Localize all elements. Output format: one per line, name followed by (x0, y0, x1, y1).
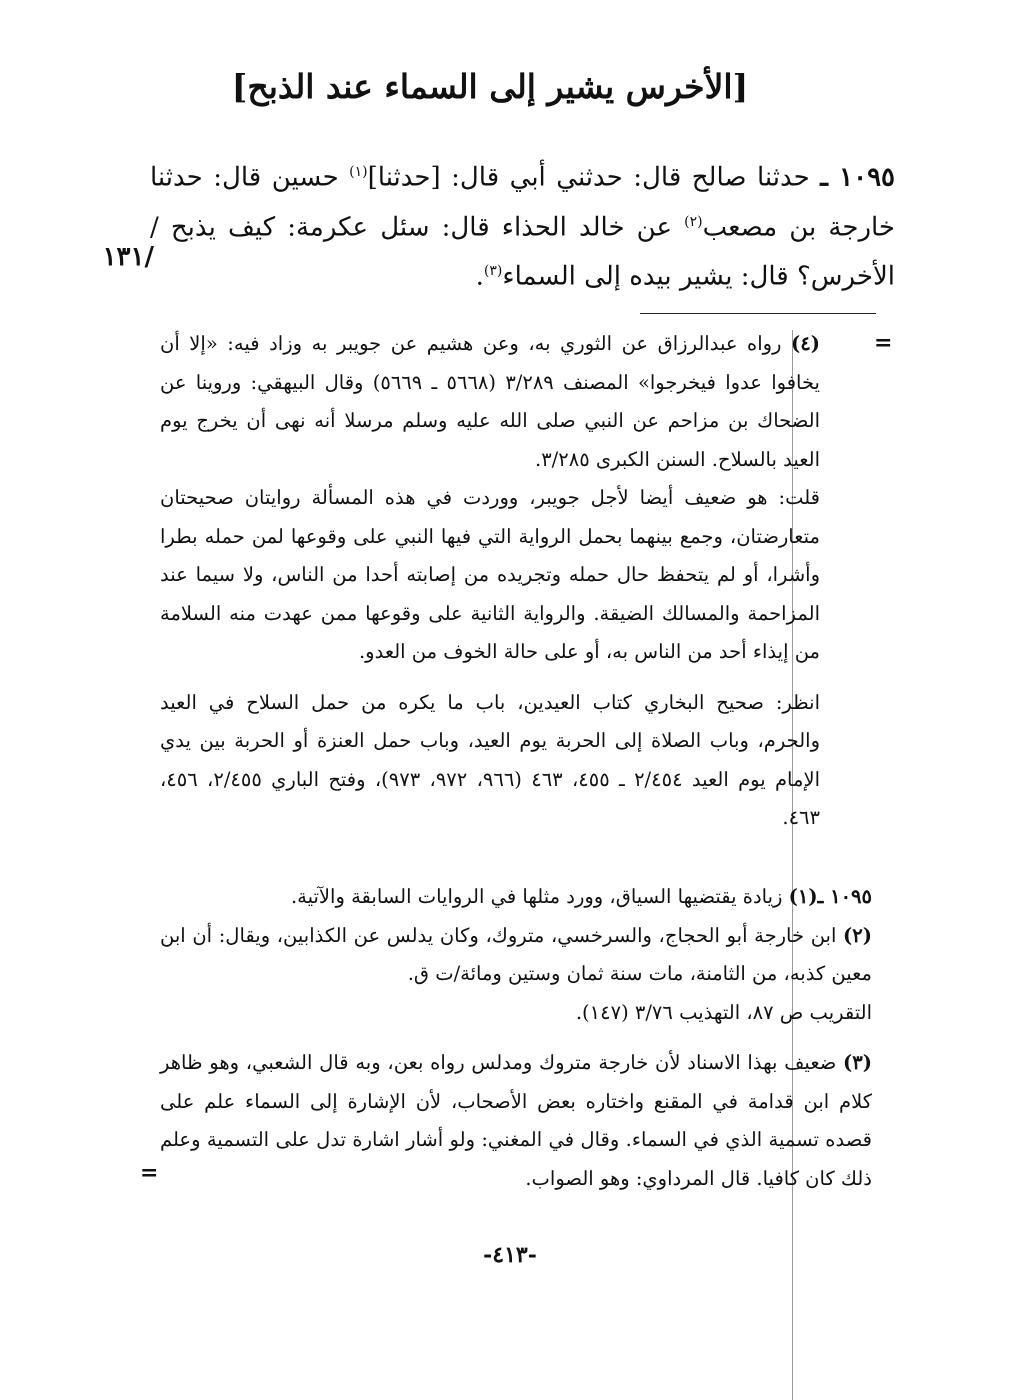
footnote-3-label: (٣) (843, 1051, 872, 1074)
continuation-mark-top: = (874, 330, 893, 356)
footnote-qultu: قلت: هو ضعيف أيضا لأجل جويبر، ووردت في هذه المسألة روايتان صحيحتان متعارضتان، وجمع بينهما بحمل الرواية التي فيها النبي على وقوعها لمن حمله بطرا وأشرا، أو لم يتحفظ حال حمله وتجريده من إصابته أحدا من الناس، ولا سيما عند المزاحمة والمسالك الضيقة. والرواية الثانية على وقوعها ممن عهدت منه السلامة من إيذاء أحد من الناس به، أو على حالة الخوف من العدو. (160, 486, 820, 663)
footnote-1-text: زيادة يقتضيها السياق، وورد مثلها في الروايات السابقة والآتية. (290, 885, 783, 908)
hadith-text-part3: عن خالد الحذاء قال: سئل عكرمة: كيف يذبح / الأخرس؟ قال: يشير بيده إلى السماء (150, 212, 895, 292)
footnote-2-text: ابن خارجة أبو الحجاج، والسرخسي، متروك، وكان يدلس عن الكذابين، ويقال: أن ابن معين كذبه، من الثامنة، مات سنة ثمان وستين ومائة/ت ق. (160, 923, 872, 985)
footnote-1 (160, 878, 872, 917)
manuscript-folio-marker: /١٣١ (102, 242, 154, 272)
hadith-text-part1: حدثنا صالح قال: حدثني أبي قال: [حدثنا] (367, 162, 810, 193)
footnote-3 (160, 1044, 872, 1198)
hadith-text (150, 150, 895, 299)
section-title: [الأخرس يشير إلى السماء عند الذبح] (231, 67, 749, 106)
hadith-text-end: . (475, 261, 484, 292)
footnote-2-reference: التقريب ص ٨٧، التهذيب ٣/٧٦ (١٤٧). (575, 1000, 872, 1024)
footnote-2 (160, 917, 872, 994)
footnote-ref-2: (٢) (684, 213, 703, 230)
footnote-2-label: (٢) (843, 923, 872, 947)
footnote-ref-3: (٣) (483, 263, 503, 280)
footnote-4 (160, 325, 820, 479)
footnotes-current (160, 878, 872, 1198)
hadith-text-part2: حسين قال: حدثنا خارجة بن مصعب (150, 162, 895, 243)
footnote-unzur: انظر: صحيح البخاري كتاب العيدين، باب ما يكره من حمل السلاح في العيد والحرم، وباب الصلاة إلى الحربة يوم العيد، وباب حمل العنزة أو الحربة بين يدي الإمام يوم العيد ٢/٤٥٤ ـ ٤٥٥، ٤٦٣ (٩٦٦، ٩٧٢، ٩٧٣)، وفتح الباري ٢/٤٥٥، ٤٥٦، ٤٦٣. (160, 690, 820, 829)
footnote-4-text: رواه عبدالرزاق عن الثوري به، وعن هشيم عن جويبر به وزاد فيه: «إلا أن يخافوا عدوا فيخرجوا» المصنف ٣/٢٨٩ (٥٦٦٨ ـ ٥٦٦٩) وقال البيهقي: وروينا عن الضحاك بن مزاحم عن النبي صلى الله عليه وسلم مرسلا أنه نهى أن يخرج يوم العيد بالسلاح. السنن الكبرى ٣/٢٨٥. (160, 332, 820, 471)
footnote-ref-1: (١) (349, 164, 368, 180)
footnote-separator (640, 313, 876, 314)
footnote-4-label: (٤) (791, 332, 820, 355)
page-number: -٤١٣- (483, 1242, 537, 1268)
footnote-3-text: ضعيف بهذا الاسناد لأن خارجة متروك ومدلس رواه بعن، وبه قال الشعبي، وهو ظاهر كلام ابن قدامة في المقنع واختاره بعض الأصحاب، لأن الإشارة إلى السماء علم على قصده تسمية الذي في السماء. وقال في المغني: ولو أشار اشارة تدل على التسمية وعلم ذلك كان كافيا. قال المرداوي: وهو الصواب. (160, 1051, 872, 1190)
footnote-1-label: (١) (788, 885, 818, 908)
continuation-mark-bottom: = (140, 1160, 159, 1186)
footnotes-previous (160, 325, 820, 838)
footnotes-hadith-number: ١٠٩٥ ـ (817, 885, 872, 908)
hadith-number: ١٠٩٥ ـ (820, 162, 896, 193)
